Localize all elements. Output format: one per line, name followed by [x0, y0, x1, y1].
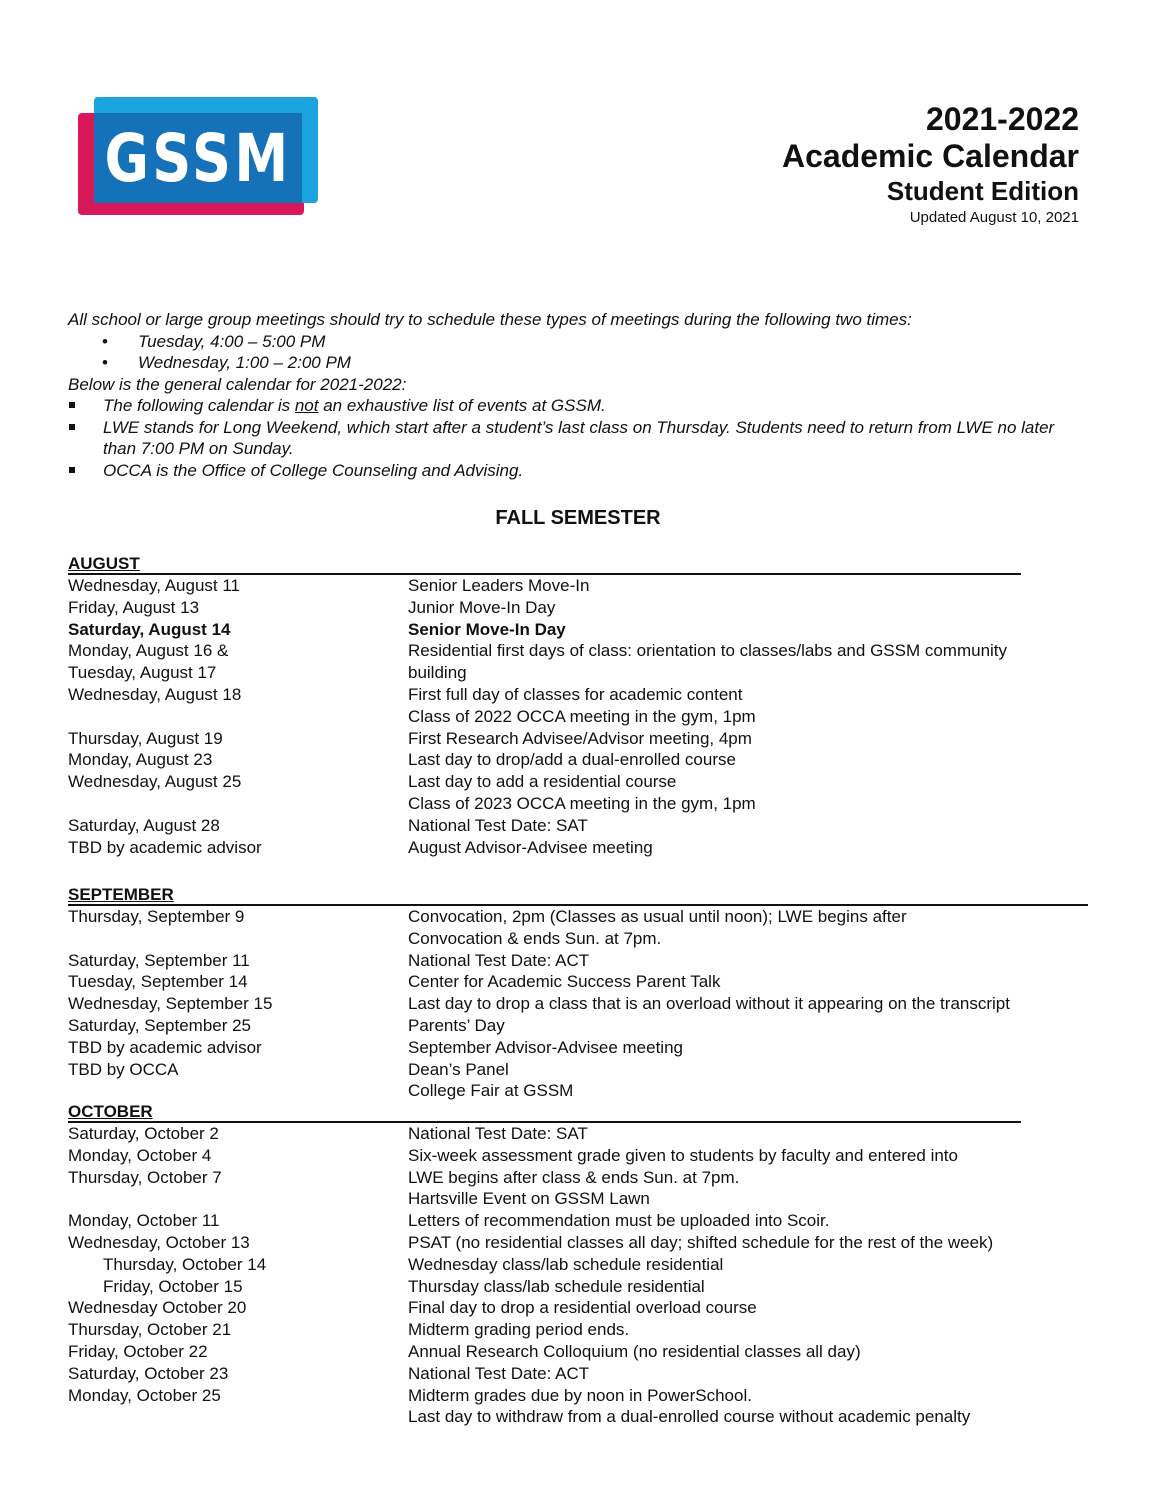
event-description: Residential first days of class: orientation to classes/labs and GSSM community [408, 641, 1008, 661]
event-description: Parents’ Day [408, 1015, 505, 1035]
event-date: Saturday, September 25 [68, 1015, 252, 1035]
event-description: Class of 2023 OCCA meeting in the gym, 1pm [408, 793, 756, 813]
event-row [68, 771, 1021, 793]
event-row [68, 1037, 1088, 1059]
month-section-august [68, 555, 1021, 858]
event-date: Saturday, August 28 [68, 815, 220, 835]
event-description: National Test Date: ACT [408, 1363, 590, 1383]
event-date [68, 1080, 408, 1102]
meeting-times-list [68, 331, 1078, 374]
event-description: Six-week assessment grade given to students by faculty and entered into [408, 1145, 958, 1165]
event-date: Tuesday, August 17 [68, 663, 217, 683]
event-description: Hartsville Event on GSSM Lawn [408, 1189, 650, 1209]
note-item [68, 395, 1078, 417]
event-date [68, 928, 408, 950]
event-description: Convocation & ends Sun. at 7pm. [408, 928, 662, 948]
meeting-time-item: • Tuesday, 4:00 – 5:00 PM [68, 331, 1078, 353]
event-description: September Advisor-Advisee meeting [408, 1037, 683, 1057]
notes-list [68, 395, 1078, 481]
event-date: Monday, October 25 [68, 1385, 221, 1405]
event-row [68, 950, 1088, 972]
event-description: Last day to drop a class that is an overload without it appearing on the transcript [408, 994, 1010, 1014]
event-row [68, 728, 1021, 750]
calendar-year: 2021-2022 [925, 101, 1079, 137]
event-row [68, 793, 1021, 815]
event-description: Class of 2022 OCCA meeting in the gym, 1pm [408, 706, 756, 726]
event-description: Annual Research Colloquium (no residential classes all day) [408, 1341, 861, 1361]
month-heading: AUGUST [68, 555, 1021, 575]
event-row [68, 1363, 1021, 1385]
event-row [68, 1145, 1021, 1167]
event-date: TBD by academic advisor [68, 1037, 262, 1057]
event-date: Saturday, October 2 [68, 1124, 219, 1143]
event-description: Wednesday class/lab schedule residential [408, 1254, 724, 1274]
calendar-title: Academic Calendar [781, 138, 1079, 174]
event-date: Monday, August 16 & [68, 641, 229, 661]
event-date: Thursday, August 19 [68, 728, 223, 748]
event-description: Midterm grading period ends. [408, 1320, 630, 1340]
event-row [68, 1406, 1021, 1428]
meeting-time-item: • Wednesday, 1:00 – 2:00 PM [68, 352, 1078, 374]
updated-date: Updated August 10, 2021 [909, 209, 1079, 226]
semester-heading: FALL SEMESTER [495, 507, 661, 529]
event-date: TBD by OCCA [68, 1059, 179, 1079]
event-row [68, 706, 1021, 728]
event-row [68, 1276, 1021, 1298]
event-description: College Fair at GSSM [408, 1081, 574, 1101]
event-date [68, 1406, 408, 1428]
calendar-edition: Student Edition [886, 176, 1079, 206]
event-row [68, 1319, 1021, 1341]
event-description: National Test Date: SAT [408, 1124, 588, 1143]
event-list [68, 906, 1088, 1102]
event-row [68, 575, 1021, 597]
event-row [68, 640, 1021, 662]
event-date [68, 793, 408, 815]
event-description: First full day of classes for academic content [408, 684, 743, 704]
note-item: OCCA is the Office of College Counseling and Advising. [68, 460, 1078, 482]
month-heading: SEPTEMBER [68, 886, 1088, 906]
event-description: National Test Date: ACT [408, 950, 590, 970]
event-list [68, 1123, 1021, 1428]
event-row [68, 1123, 1021, 1145]
event-row [68, 1188, 1021, 1210]
note-item: LWE stands for Long Weekend, which start after a student’s last class on Thursday. Students need to return from LWE no later than 7:00 PM on Sunday. [68, 417, 1078, 460]
event-row [68, 1297, 1021, 1319]
event-description: Last day to drop/add a dual-enrolled course [408, 750, 736, 770]
note-underlined: not [294, 396, 319, 415]
event-date: Wednesday, August 18 [68, 684, 242, 704]
event-row [68, 662, 1021, 684]
event-date: Thursday, October 14 [103, 1254, 267, 1274]
event-date: Wednesday, October 13 [68, 1232, 250, 1252]
event-row [68, 1080, 1088, 1102]
event-date: Thursday, October 7 [68, 1167, 222, 1187]
event-date: Wednesday, September 15 [68, 994, 273, 1014]
event-row [68, 993, 1088, 1015]
event-description: Junior Move-In Day [408, 597, 556, 617]
event-description: Senior Move-In Day [408, 619, 566, 639]
event-date: Wednesday, August 11 [68, 576, 241, 595]
event-description: First Research Advisee/Advisor meeting, 4pm [408, 728, 752, 748]
event-date: Saturday, August 14 [68, 619, 231, 639]
event-row [68, 597, 1021, 619]
event-row [68, 971, 1088, 993]
event-description: Last day to withdraw from a dual-enrolled course without academic penalty [408, 1407, 971, 1427]
event-description: Midterm grades due by noon in PowerSchool. [408, 1385, 752, 1405]
event-row [68, 837, 1021, 859]
meeting-note: All school or large group meetings should try to schedule these types of meetings during the following two times: [68, 310, 912, 329]
logo-text: GSSM [104, 119, 292, 197]
event-row [68, 1210, 1021, 1232]
event-date: Monday, October 11 [68, 1211, 220, 1231]
event-date [68, 1188, 408, 1210]
event-date: Saturday, October 23 [68, 1363, 229, 1383]
event-date: Saturday, September 11 [68, 950, 250, 970]
event-date: Wednesday October 20 [68, 1298, 247, 1318]
event-date: Thursday, September 9 [68, 907, 245, 926]
event-date: Friday, October 15 [103, 1276, 243, 1296]
event-row [68, 928, 1088, 950]
event-row [68, 1341, 1021, 1363]
gssm-logo [78, 97, 318, 219]
event-date: Tuesday, September 14 [68, 972, 248, 992]
event-row [68, 1167, 1021, 1189]
event-row [68, 1385, 1021, 1407]
month-section-september [68, 886, 1088, 1102]
event-row [68, 619, 1021, 641]
event-description: August Advisor-Advisee meeting [408, 837, 653, 857]
event-description: Final day to drop a residential overload course [408, 1298, 757, 1318]
event-description: Convocation, 2pm (Classes as usual until noon); LWE begins after [408, 907, 907, 926]
event-description: Dean’s Panel [408, 1059, 509, 1079]
event-row [68, 1254, 1021, 1276]
event-row [68, 1059, 1088, 1081]
calendar-intro: Below is the general calendar for 2021-2022: [68, 374, 407, 394]
event-date: Monday, October 4 [68, 1145, 212, 1165]
event-description: Last day to add a residential course [408, 772, 677, 792]
event-description: National Test Date: SAT [408, 815, 588, 835]
month-section-october [68, 1103, 1021, 1428]
title-block [782, 100, 1079, 228]
month-heading: OCTOBER [68, 1103, 1021, 1123]
event-row [68, 684, 1021, 706]
event-row [68, 1015, 1088, 1037]
event-list [68, 575, 1021, 858]
event-date: Friday, August 13 [68, 597, 200, 617]
event-row [68, 815, 1021, 837]
event-description: Thursday class/lab schedule residential [408, 1276, 705, 1296]
note-text: an exhaustive list of events at GSSM. [318, 396, 606, 415]
event-description: Senior Leaders Move-In [408, 576, 590, 595]
event-date: Thursday, October 21 [68, 1320, 232, 1340]
event-row [68, 906, 1088, 928]
event-description: Letters of recommendation must be uploaded into Scoir. [408, 1211, 830, 1231]
intro-text [68, 309, 1078, 481]
event-row [68, 749, 1021, 771]
event-description: Center for Academic Success Parent Talk [408, 972, 721, 992]
event-date [68, 706, 408, 728]
event-date: Friday, October 22 [68, 1341, 208, 1361]
event-row [68, 1232, 1021, 1254]
event-description: building [408, 663, 467, 683]
event-date: TBD by academic advisor [68, 837, 262, 857]
event-description: LWE begins after class & ends Sun. at 7pm. [408, 1167, 740, 1187]
note-text: The following calendar is [103, 396, 295, 415]
event-date: Monday, August 23 [68, 750, 213, 770]
event-date: Wednesday, August 25 [68, 772, 242, 792]
event-description: PSAT (no residential classes all day; shifted schedule for the rest of the week) [408, 1232, 994, 1252]
